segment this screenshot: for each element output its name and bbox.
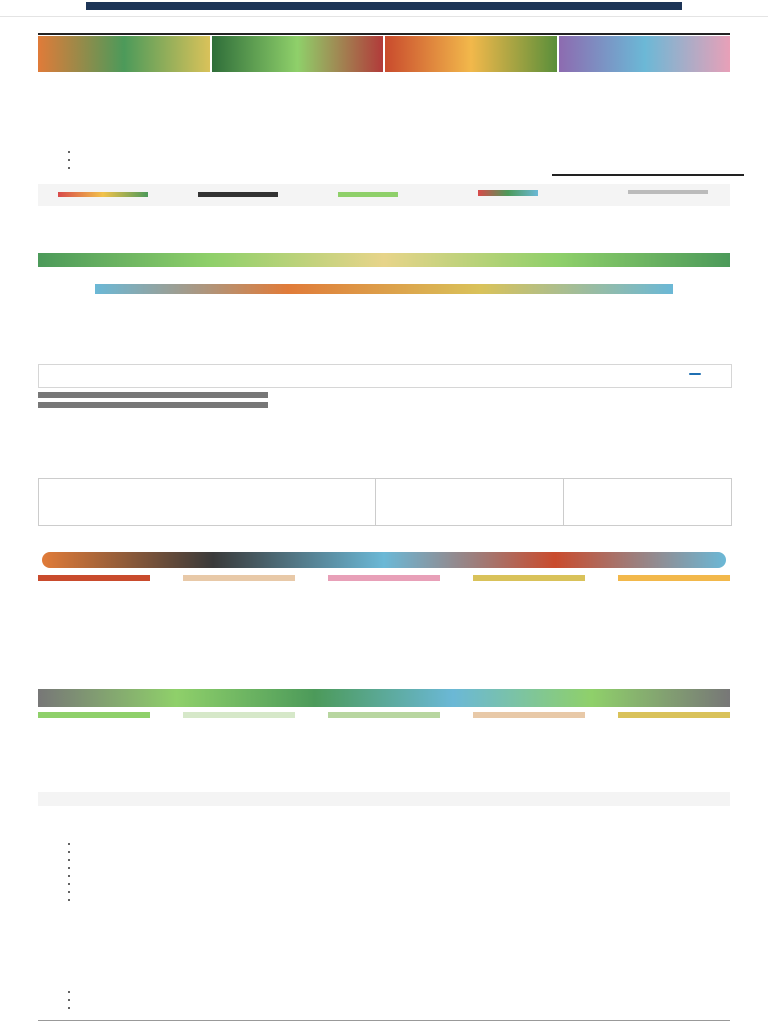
list-item xyxy=(78,864,768,872)
list-item xyxy=(78,156,768,164)
thumbnail[interactable] xyxy=(618,712,730,718)
icon-strip xyxy=(38,184,730,206)
icon-strip-image-4 xyxy=(478,190,538,196)
section4-list xyxy=(38,840,768,904)
list-item xyxy=(78,888,768,896)
table-column xyxy=(39,479,376,525)
list-item xyxy=(78,988,768,996)
thumbnail[interactable] xyxy=(473,712,585,718)
thumbnail-row-2 xyxy=(38,712,730,718)
callout-box xyxy=(38,364,732,388)
list-item xyxy=(78,872,768,880)
top-navigation xyxy=(0,0,768,17)
grey-label-bar-2 xyxy=(38,402,268,408)
table-column xyxy=(564,479,731,525)
hero-image-4 xyxy=(559,36,731,72)
list-item xyxy=(78,880,768,888)
thumbnail[interactable] xyxy=(183,712,295,718)
footer-divider xyxy=(38,1020,730,1021)
icon-strip-image-5 xyxy=(628,190,708,194)
banner-image-1 xyxy=(38,253,730,267)
icon-strip-image-2 xyxy=(198,192,278,197)
site-name[interactable] xyxy=(86,11,90,17)
nav-bar[interactable] xyxy=(86,2,682,10)
grey-panel xyxy=(38,792,730,806)
banner-image-3 xyxy=(42,552,726,568)
title-divider xyxy=(38,33,730,35)
list-item xyxy=(78,148,768,156)
thumbnail-row-1 xyxy=(38,575,730,581)
hero-image-1 xyxy=(38,36,210,72)
section5-list xyxy=(38,988,768,1012)
grey-label-bar-1 xyxy=(38,392,268,398)
table-column xyxy=(376,479,564,525)
thumbnail[interactable] xyxy=(183,575,295,581)
list-item xyxy=(78,1004,768,1012)
thumbnail[interactable] xyxy=(618,575,730,581)
thumbnail[interactable] xyxy=(38,712,150,718)
list-item xyxy=(78,896,768,904)
hero-image-3 xyxy=(385,36,557,72)
thumbnail[interactable] xyxy=(38,575,150,581)
thumbnail[interactable] xyxy=(328,575,440,581)
thumbnail[interactable] xyxy=(473,575,585,581)
list-item xyxy=(78,840,768,848)
data-table xyxy=(38,478,732,526)
icon-strip-image-1 xyxy=(58,192,148,197)
hero-image-strip xyxy=(38,36,730,72)
hero-image-2 xyxy=(212,36,384,72)
section-divider xyxy=(552,174,744,176)
list-item xyxy=(78,996,768,1004)
callout-link-button[interactable] xyxy=(689,373,701,375)
list-item xyxy=(78,164,768,172)
list-item xyxy=(78,856,768,864)
banner-image-4 xyxy=(38,689,730,707)
list-item xyxy=(78,848,768,856)
thumbnail[interactable] xyxy=(328,712,440,718)
banner-image-2 xyxy=(95,284,673,294)
section1-list xyxy=(38,148,768,172)
icon-strip-image-3 xyxy=(338,192,398,197)
